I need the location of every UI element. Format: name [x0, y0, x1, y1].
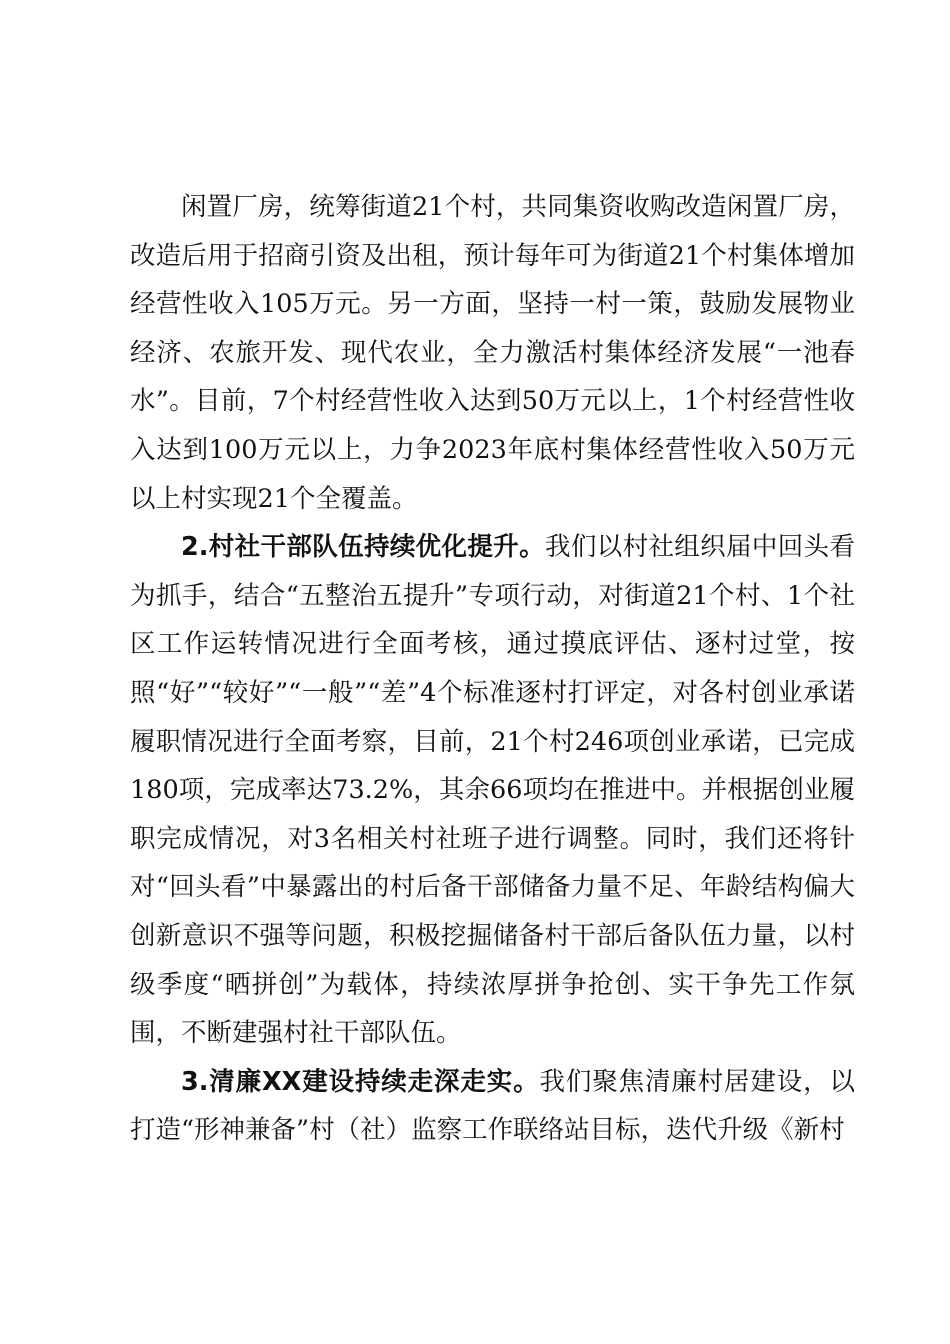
paragraph-3-heading: 3.清廉XX建设持续走深走实。: [181, 1066, 540, 1097]
paragraph-3-body: 我们聚焦清廉村居建设，以打造“形神兼备”村（社）监察工作联络站目标，迭代升级《新村: [130, 1066, 855, 1146]
paragraph-3: [130, 1058, 855, 1155]
paragraph-2: [130, 523, 855, 1058]
document-body: [130, 183, 855, 1155]
paragraph-2-heading: 2.村社干部队伍持续优化提升。: [181, 532, 545, 563]
paragraph-1-body: 闲置厂房，统筹街道21个村，共同集资收购改造闲置厂房，改造后用于招商引资及出租，预计每年可为街道21个村集体增加经营性收入105万元。另一方面，坚持一村一策，鼓励发展物业经济、农旅开发、现代农业，全力激活村集体经济发展“一池春水”。目前，7个村经营性收入达到50万元以上，1个村经营性收入达到100万元以上，力争2023年底村集体经营性收入50万元以上村实现21个全覆盖。: [130, 192, 855, 514]
paragraph-2-body: 我们以村社组织届中回头看为抓手，结合“五整治五提升”专项行动，对街道21个村、1个社区工作运转情况进行全面考核，通过摸底评估、逐村过堂，按照“好”“较好”“一般”“差”4个标准逐村打评定，对各村创业承诺履职情况进行全面考察，目前，21个村246项创业承诺，已完成180项，完成率达73.2%，其余66项均在推进中。并根据创业履职完成情况，对3名相关村社班子进行调整。同时，我们还将针对“回头看”中暴露出的村后备干部储备力量不足、年龄结构偏大创新意识不强等问题，积极挖掘储备村干部后备队伍力量，以村级季度“晒拼创”为载体，持续浓厚拼争抢创、实干争先工作氛围，不断建强村社干部队伍。: [130, 532, 855, 1049]
paragraph-1: [130, 183, 855, 523]
